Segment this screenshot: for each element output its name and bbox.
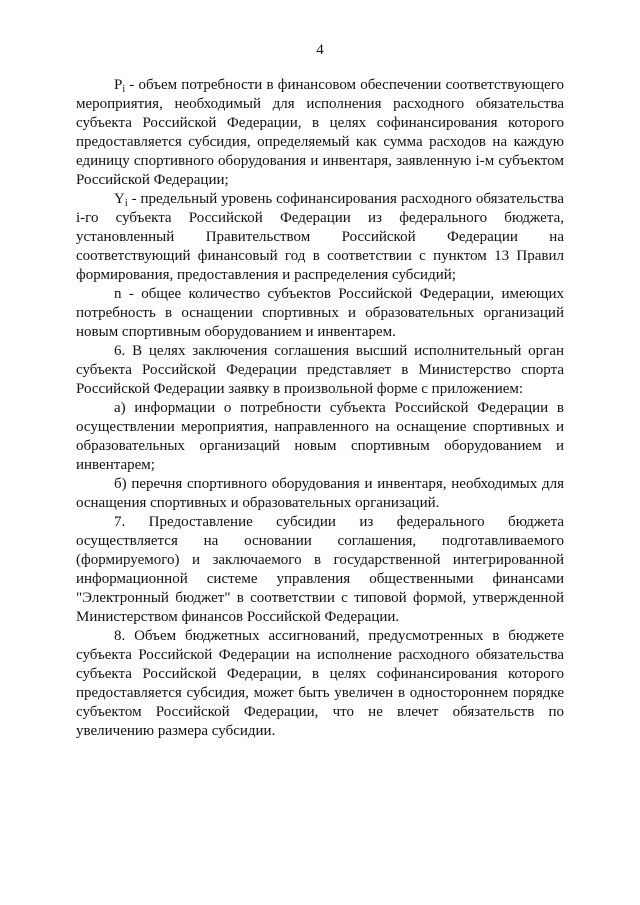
variable-p-subscript: i [122,84,126,95]
definition-y-text: - предельный уровень софинансирования расходного обязательства i-го субъекта Российской Федерации из федерального бюджета, установленный Правительством Российской Федерации на соответствующий финансовый год в соответствии с пунктом 13 Правил формирования, предоставления и распределения субсидий; [76,191,564,283]
variable-p: P [114,77,123,93]
variable-y-subscript: i [124,198,128,209]
definition-p-text: - объем потребности в финансовом обеспечении соответствующего мероприятия, необходимый для исполнения расходного обязательства субъекта Российской Федерации, в целях софинансирования которого предоставляется субсидия, определяемый как сумма расходов на каждую единицу спортивного оборудования и инвентаря, заявленную i-м субъектом Российской Федерации; [76,77,564,188]
document-body [76,76,564,741]
page-number: 4 [316,42,324,58]
paragraph-7: 7. Предоставление субсидии из федерального бюджета осуществляется на основании соглашения, подготавливаемого (формируемого) и заключаемого в государственной интегрированной информационной системе управления общественными финансами "Электронный бюджет" в соответствии с типовой формой, утвержденной Министерством финансов Российской Федерации. [76,514,564,625]
definition-p-i [76,76,564,190]
definition-n: n - общее количество субъектов Российской Федерации, имеющих потребность в оснащении спортивных и образовательных организаций новым спортивным оборудованием и инвентарем. [76,286,564,340]
paragraph-6: 6. В целях заключения соглашения высший исполнительный орган субъекта Российской Федерации представляет в Министерство спорта Российской Федерации заявку в произвольной форме с приложением: [76,343,564,397]
definition-y-i [76,190,564,285]
paragraph-8: 8. Объем бюджетных ассигнований, предусмотренных в бюджете субъекта Российской Федерации на исполнение расходного обязательства субъекта Российской Федерации, в целях софинансирования которого предоставляется субсидия, может быть увеличен в одностороннем порядке субъектом Российской Федерации, что не влечет обязательств по увеличению размера субсидии. [76,628,564,739]
paragraph-6-item-b: б) перечня спортивного оборудования и инвентаря, необходимых для оснащения спортивных и образовательных организаций. [76,476,564,511]
variable-y: Y [114,191,125,207]
paragraph-6-item-a: а) информации о потребности субъекта Российской Федерации в осуществлении мероприятия, направленного на оснащение спортивных и образовательных организаций новым спортивным оборудованием и инвентарем; [76,400,564,473]
